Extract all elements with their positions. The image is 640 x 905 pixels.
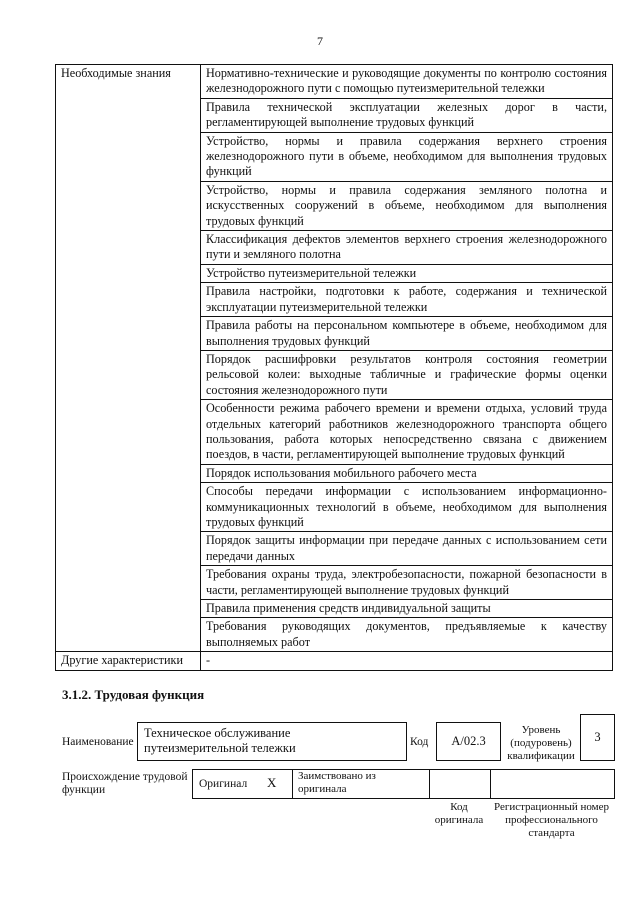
knowledge-item: Порядок защиты информации при передаче данных с использованием сети передачи данных (201, 532, 613, 566)
original-mark: X (267, 775, 277, 790)
knowledge-item: Требования охраны труда, электробезопасности, пожарной безопасности в части, регламентирующей выполнение трудовых функций (201, 566, 613, 600)
level-value: 3 (594, 730, 601, 744)
borrowed-cell (292, 769, 430, 799)
level-value-box (580, 714, 615, 761)
other-label: Другие характеристики (56, 652, 201, 670)
original-cell (192, 769, 293, 799)
level-label: Уровень (подуровень) квалификации (507, 724, 575, 762)
knowledge-item: Правила технической эксплуатации железных дорог в части, регламентирующей выполнение трудовых функций (201, 98, 613, 132)
borrowed-label: Заимствовано из оригинала (298, 770, 376, 795)
other-value: - (201, 652, 613, 670)
knowledge-label: Необходимые знания (56, 65, 201, 652)
reg-number-cell (490, 769, 615, 799)
knowledge-item: Классификация дефектов элементов верхнего строения железнодорожного пути и земляного полотна (201, 231, 613, 265)
name-value: Техническое обслуживание путеизмерительной тележки (144, 726, 296, 755)
name-value-box (137, 722, 407, 761)
origin-label: Происхождение трудовой функции (62, 771, 188, 796)
name-label: Наименование (62, 736, 134, 748)
knowledge-item: Порядок расшифровки результатов контроля состояния геометрии рельсовой колеи: выходные табличные и графические формы оценки состояния железнодорожного пути (201, 350, 613, 399)
knowledge-item: Порядок использования мобильного рабочего места (201, 464, 613, 482)
knowledge-item: Устройство, нормы и правила содержания верхнего строения железнодорожного пути в объеме, необходимом для выполнения трудовых функций (201, 132, 613, 181)
original-code-cell (429, 769, 491, 799)
code-label: Код (410, 736, 429, 748)
code-value: A/02.3 (451, 734, 486, 748)
knowledge-item: Способы передачи информации с использованием информационно-коммуникационных технологий в объеме, необходимом для выполнения трудовых функций (201, 483, 613, 532)
section-heading: 3.1.2. Трудовая функция (62, 687, 205, 702)
knowledge-item: Требования руководящих документов, предъявляемые к качеству выполняемых работ (201, 618, 613, 652)
knowledge-table (55, 64, 613, 671)
knowledge-item: Правила настройки, подготовки к работе, содержания и технической эксплуатации путеизмерительной тележки (201, 283, 613, 317)
original-code-label: Код оригинала (434, 801, 484, 826)
knowledge-item: Особенности режима рабочего времени и времени отдыха, условий труда отдельных категорий работников железнодорожного транспорта общего пользования, работа которых непосредственно связана с движением поездов, в части, регламентирующей выполнение трудовых функций (201, 400, 613, 465)
knowledge-row (56, 65, 613, 99)
knowledge-item: Правила применения средств индивидуальной защиты (201, 600, 613, 618)
code-value-box (436, 722, 501, 761)
other-row (56, 652, 613, 670)
original-label: Оригинал (199, 778, 248, 790)
knowledge-item: Правила работы на персональном компьютере в объеме, необходимом для выполнения трудовых функций (201, 317, 613, 351)
knowledge-item: Устройство путеизмерительной тележки (201, 264, 613, 282)
page-number: 7 (317, 34, 323, 48)
knowledge-item: Устройство, нормы и правила содержания земляного полотна и искусственных сооружений в объеме, необходимом для выполнения трудовых функций (201, 181, 613, 230)
reg-number-label: Регистрационный номер профессионального стандарта (493, 801, 610, 839)
knowledge-item: Нормативно-технические и руководящие документы по контролю состояния железнодорожного пути с помощью путеизмерительной тележки (201, 65, 613, 99)
